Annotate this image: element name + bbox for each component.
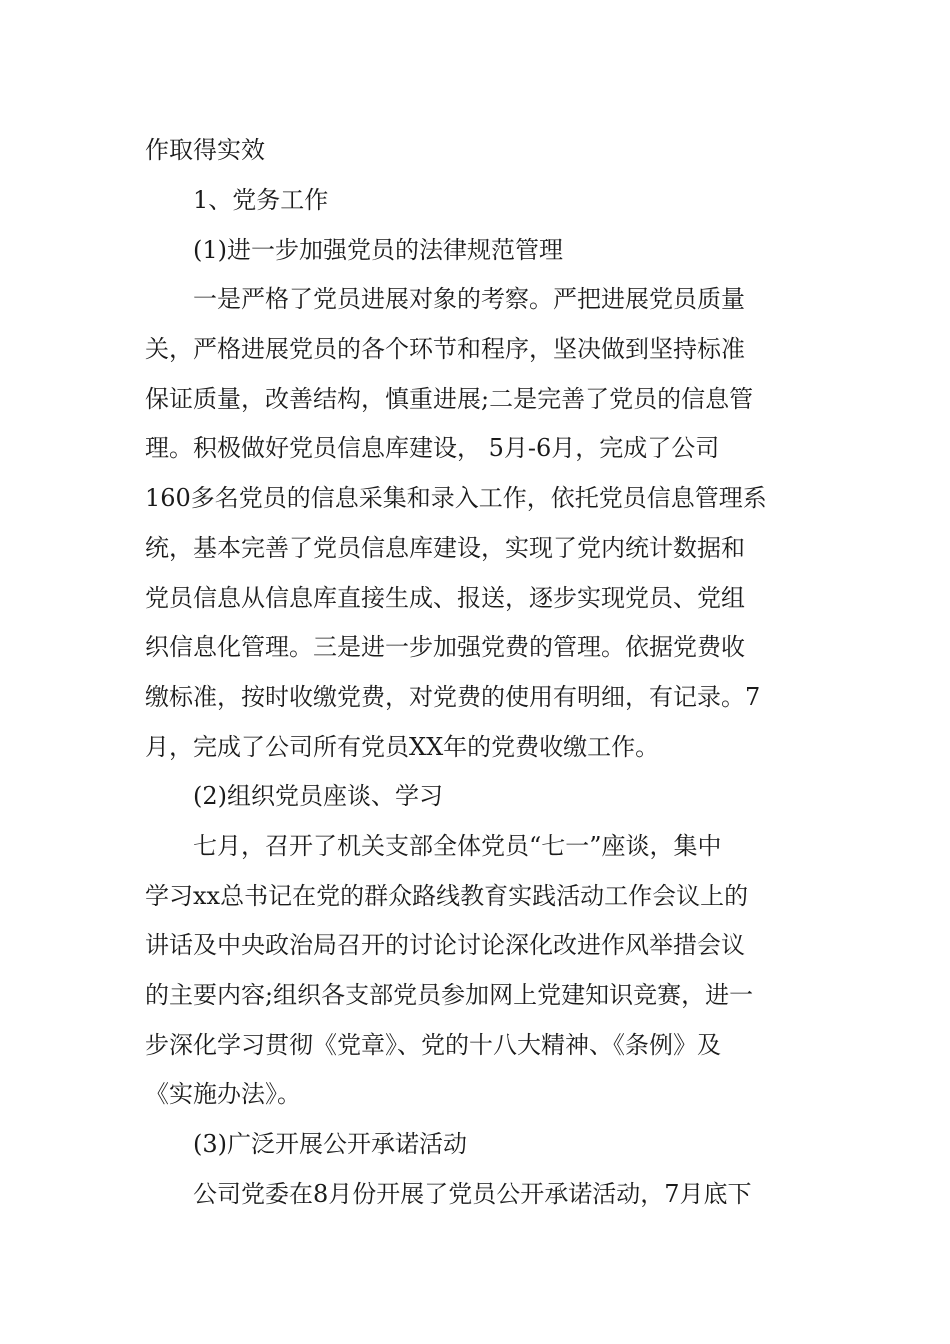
text-line: 织信息化管理。三是进一步加强党费的管理。依据党费收 xyxy=(145,633,745,661)
text-line: 公司党委在8月份开展了党员公开承诺活动，7月底下 xyxy=(193,1180,752,1208)
text-line: 讲话及中央政治局召开的讨论讨论深化改进作风举措会议 xyxy=(145,931,745,959)
text-line: 关，严格进展党员的各个环节和程序，坚决做到坚持标准 xyxy=(145,335,745,363)
text-line: 步深化学习贯彻《党章》、党的十八大精神、《条例》及 xyxy=(145,1031,721,1059)
subsection-heading: (3)广泛开展公开承诺活动 xyxy=(193,1130,467,1158)
text-line: 缴标准，按时收缴党费，对党费的使用有明细，有记录。7 xyxy=(145,683,761,711)
text-line: 月，完成了公司所有党员XX年的党费收缴工作。 xyxy=(145,733,660,761)
text-line: 160多名党员的信息采集和录入工作，依托党员信息管理系 xyxy=(145,484,767,512)
text-line: 《实施办法》。 xyxy=(145,1080,301,1108)
subsection-heading: (2)组织党员座谈、学习 xyxy=(193,782,443,810)
text-line: 理。积极做好党员信息库建设， 5月-6月，完成了公司 xyxy=(145,434,720,462)
section-heading: 1、党务工作 xyxy=(193,186,329,214)
text-line: 党员信息从信息库直接生成、报送，逐步实现党员、党组 xyxy=(145,584,745,612)
text-line: 作取得实效 xyxy=(145,136,265,164)
subsection-heading: (1)进一步加强党员的法律规范管理 xyxy=(193,236,563,264)
text-line: 七月，召开了机关支部全体党员“七一”座谈，集中 xyxy=(193,832,722,860)
text-line: 的主要内容;组织各支部党员参加网上党建知识竞赛，进一 xyxy=(145,981,754,1009)
text-line: 一是严格了党员进展对象的考察。严把进展党员质量 xyxy=(193,285,745,313)
text-line: 学习xx总书记在党的群众路线教育实践活动工作会议上的 xyxy=(145,882,749,910)
text-line: 统，基本完善了党员信息库建设，实现了党内统计数据和 xyxy=(145,534,745,562)
text-line: 保证质量，改善结构，慎重进展;二是完善了党员的信息管 xyxy=(145,385,754,413)
